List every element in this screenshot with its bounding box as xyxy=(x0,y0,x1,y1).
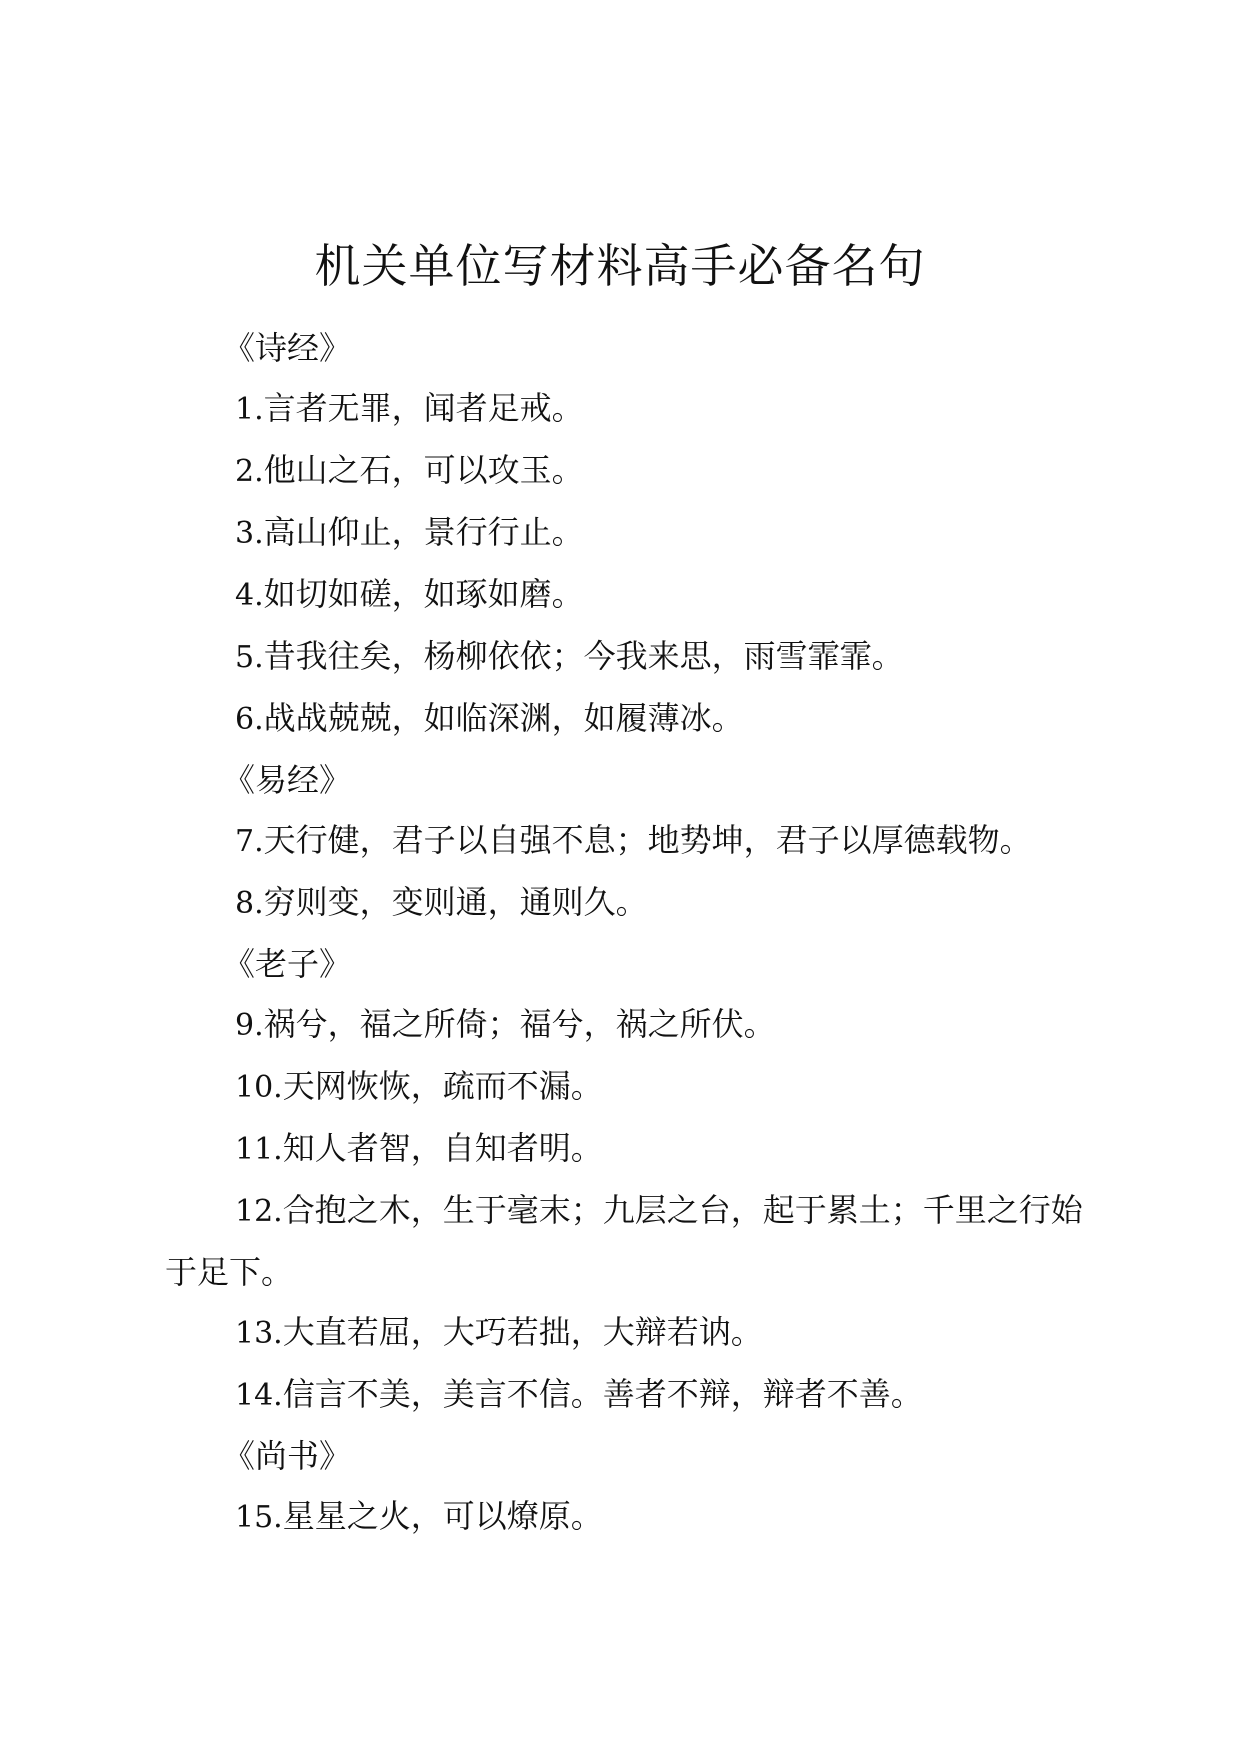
quote-text: 合抱之木，生于毫末；九层之台，起于累土；千里之行始于足下。 xyxy=(165,1191,1083,1291)
section-heading-shijing: 《诗经》 xyxy=(223,329,352,367)
quote-text: 战战兢兢，如临深渊，如履薄冰。 xyxy=(263,699,744,737)
quote-item-7 xyxy=(165,810,1100,872)
quote-item-11 xyxy=(165,1118,1100,1180)
quote-item-14 xyxy=(165,1364,1100,1426)
quote-text: 言者无罪，闻者足戒。 xyxy=(263,389,584,427)
section-heading-laozi: 《老子》 xyxy=(223,945,352,983)
quote-number: 13. xyxy=(235,1316,283,1351)
quote-text: 信言不美，美言不信。善者不辩，辩者不善。 xyxy=(282,1375,923,1413)
quote-number: 4. xyxy=(235,578,264,613)
quote-number: 15. xyxy=(235,1500,283,1535)
quote-number: 3. xyxy=(235,516,264,551)
section-heading-shangshu: 《尚书》 xyxy=(223,1437,352,1475)
quote-number: 5. xyxy=(235,640,264,675)
page-title: 机关单位写材料高手必备名句 xyxy=(314,239,926,293)
quote-item-1 xyxy=(165,378,1100,440)
section-heading-yijing: 《易经》 xyxy=(223,761,352,799)
quote-number: 9. xyxy=(235,1008,264,1043)
quote-number: 2. xyxy=(235,454,264,489)
quote-number: 1. xyxy=(235,392,264,427)
quote-item-13 xyxy=(165,1302,1100,1364)
quote-item-4 xyxy=(165,564,1100,626)
quote-text: 高山仰止，景行行止。 xyxy=(263,513,584,551)
quote-number: 8. xyxy=(235,886,264,921)
quote-text: 天行健，君子以自强不息；地势坤，君子以厚德载物。 xyxy=(263,821,1032,859)
quote-item-9 xyxy=(165,994,1100,1056)
quote-text: 如切如磋，如琢如磨。 xyxy=(263,575,584,613)
quote-text: 祸兮，福之所倚；福兮，祸之所伏。 xyxy=(263,1005,776,1043)
quote-number: 10. xyxy=(235,1070,283,1105)
document-body xyxy=(165,318,1100,1548)
quote-item-10 xyxy=(165,1056,1100,1118)
quote-text: 昔我往矣，杨柳依依；今我来思，雨雪霏霏。 xyxy=(263,637,904,675)
quote-number: 12. xyxy=(235,1194,283,1229)
quote-text: 知人者智，自知者明。 xyxy=(282,1129,603,1167)
quote-number: 7. xyxy=(235,824,264,859)
quote-item-6 xyxy=(165,688,1100,750)
quote-text: 穷则变，变则通，通则久。 xyxy=(263,883,648,921)
quote-item-12 xyxy=(165,1180,1100,1302)
quote-item-8 xyxy=(165,872,1100,934)
quote-text: 他山之石，可以攻玉。 xyxy=(263,451,584,489)
quote-number: 11. xyxy=(235,1132,283,1167)
quote-number: 14. xyxy=(235,1378,283,1413)
quote-item-5 xyxy=(165,626,1100,688)
quote-text: 天网恢恢，疏而不漏。 xyxy=(282,1067,603,1105)
quote-text: 大直若屈，大巧若拙，大辩若讷。 xyxy=(282,1313,763,1351)
quote-item-2 xyxy=(165,440,1100,502)
quote-item-3 xyxy=(165,502,1100,564)
quote-item-15 xyxy=(165,1486,1100,1548)
quote-number: 6. xyxy=(235,702,264,737)
quote-text: 星星之火，可以燎原。 xyxy=(282,1497,603,1535)
